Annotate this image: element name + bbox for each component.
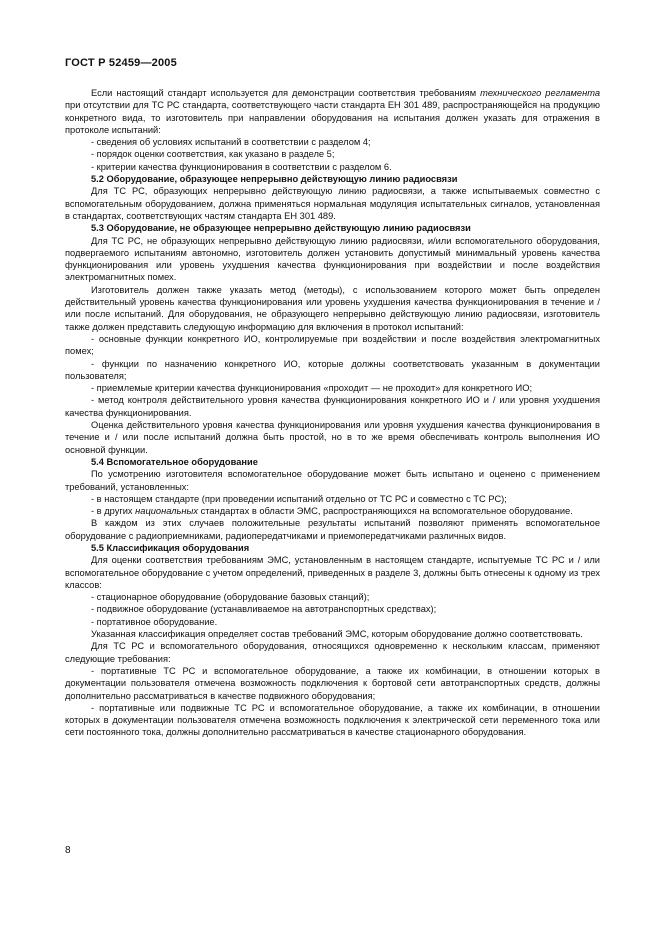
list-item: - критерии качества функционирования в соответствии с разделом 6. xyxy=(91,161,392,172)
section-heading-5-3: 5.3 Оборудование, не образующее непрерывно действующую линию радиосвязи xyxy=(91,223,471,234)
paragraph: Оценка действительного уровня качества функционирования или уровня ухудшения качества функционирования в течение и / или после испытаний должна быть простой, но в то же время обеспечивать контроль выполнения ИО основной функции. xyxy=(65,420,600,455)
list-item: - порядок оценки соответствия, как указано в разделе 5; xyxy=(91,149,335,160)
list-item: - приемлемые критерии качества функционирования «проходит — не проходит» для конкретного ИО; xyxy=(91,383,533,394)
paragraph: Для ТС РС, не образующих непрерывно действующую линию радиосвязи, и/или вспомогательного оборудования, подвергаемого испытаниям автономно, изготовитель должен установить допустимый минимальный уровень качества функционирования или уровень ухудшения качества функционирования при воздействии и после воздействия электромагнитных помех. xyxy=(65,235,600,283)
paragraph: Для ТС РС и вспомогательного оборудования, относящихся одновременно к нескольким классам, применяют следующие требования: xyxy=(65,641,600,664)
document-code-header: ГОСТ Р 52459—2005 xyxy=(65,57,177,69)
paragraph: Для ТС РС, образующих непрерывно действующую линию радиосвязи, а также испытываемых совместно с вспомогательным оборудованием, должна применяться нормальная модуляция испытательных сигналов, установленная в стандартах, соответствующих частям стандарта ЕН 301 489. xyxy=(65,186,600,221)
list-item: - портативное оборудование. xyxy=(91,616,218,627)
paragraph: - портативные или подвижные ТС РС и вспомогательное оборудование, а также их комбинации, в отношении которых в документации пользователя отмечена возможность подключения к электрической сети переменного тока или сети постоянного тока, должны дополнительно рассматриваться в качестве стационарного оборудования. xyxy=(65,702,600,738)
intro-paragraph: Если настоящий стандарт используется для демонстрации соответствия требованиям технического регламента при отсутствии для ТС РС стандарта, соответствующего части стандарта ЕН 301 489, распространяющейся на продукцию конкретного вида, то изготовитель при направлении оборудования на испытания должен указать для отражения в протоколе испытаний: xyxy=(65,88,601,135)
list-item: - основные функции конкретного ИО, контролируемые при воздействии и после воздействия электромагнитных помех; xyxy=(65,333,600,357)
list-item: - сведения об условиях испытаний в соответствии с разделом 4; xyxy=(91,137,371,148)
paragraph: По усмотрению изготовителя вспомогательное оборудование может быть испытано и оценено с применением требований, установленных: xyxy=(65,469,600,492)
paragraph: - портативные ТС РС и вспомогательное оборудование, а также их комбинации, в отношении которых в документации пользователя отмечена возможность подключения к бортовой сети автотранспортных средств, должны дополнительно рассматриваться в качестве подвижного оборудования; xyxy=(65,665,600,701)
list-item: - метод контроля действительного уровня качества функционирования конкретного ИО и / или уровня ухудшения качества функционирования. xyxy=(65,395,600,418)
document-body xyxy=(65,87,600,739)
section-heading-5-5: 5.5 Классификация оборудования xyxy=(91,542,250,553)
page-number: 8 xyxy=(65,845,71,856)
paragraph: Для оценки соответствия требованиям ЭМС, установленным в настоящем стандарте, испытуемые ТС РС и / или вспомогательное оборудование с учетом определений, приведенных в разделе 3, должны быть отнесены к одному из трех классов: xyxy=(65,555,600,590)
paragraph: Изготовитель должен также указать метод (методы), с использованием которого может быть определен действительный уровень качества функционирования или уровень ухудшения качества функционирования в течение и / или после испытаний. Для оборудования, не образующего непрерывно действующую линию радиосвязи, изготовитель также должен представить следующую информацию для включения в протокол испытаний: xyxy=(65,284,600,332)
paragraph: Указанная классификация определяет состав требований ЭМС, которым оборудование должно соответствовать. xyxy=(91,629,583,640)
list-item: - подвижное оборудование (устанавливаемое на автотранспортных средствах); xyxy=(91,604,437,615)
section-heading-5-4: 5.4 Вспомогательное оборудование xyxy=(91,456,258,467)
list-item: - стационарное оборудование (оборудование базовых станций); xyxy=(91,592,370,603)
list-item: - в других национальных стандартах в области ЭМС, распространяющихся на вспомогательное оборудование. xyxy=(91,506,573,517)
paragraph: В каждом из этих случаев положительные результаты испытаний позволяют применять вспомогательное оборудование с радиоприемниками, радиопередатчиками и приемопередатчиками различных видов. xyxy=(65,518,600,541)
list-item: - функции по назначению конкретного ИО, которые должны соответствовать указанным в документации пользователя; xyxy=(65,358,600,381)
section-heading-5-2: 5.2 Оборудование, образующее непрерывно действующую линию радиосвязи xyxy=(91,174,458,185)
list-item: - в настоящем стандарте (при проведении испытаний отдельно от ТС РС и совместно с ТС РС); xyxy=(91,493,507,504)
